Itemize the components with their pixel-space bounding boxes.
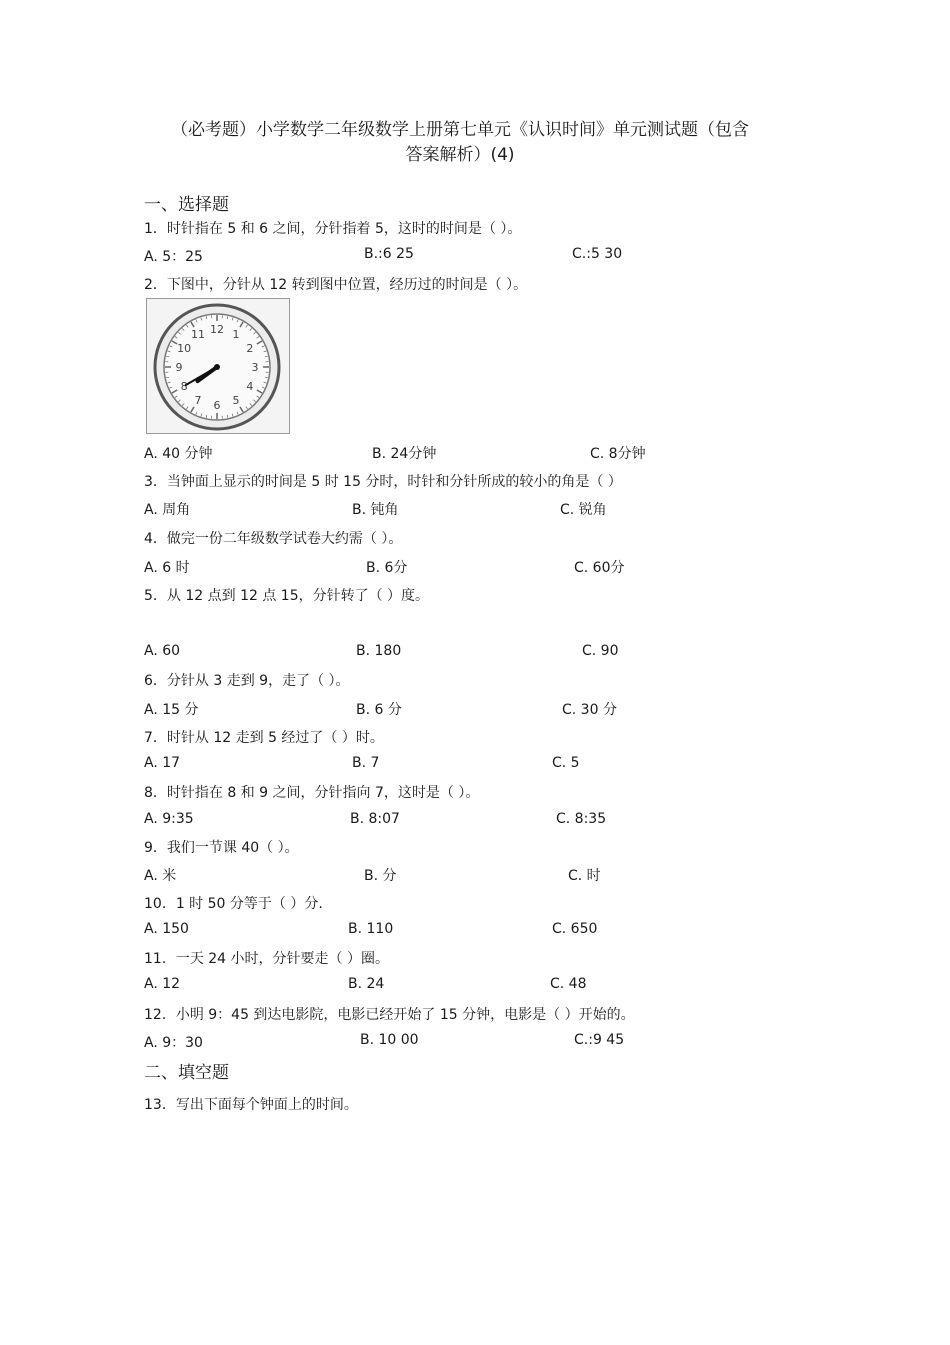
option-6b: B. 6 分 [356,702,402,718]
option-1c: C.:5 30 [572,246,623,262]
question-9: 9．我们一节课 40（ ）。 [144,840,299,856]
clock-number: 9 [175,361,183,374]
question-6: 6．分针从 3 走到 9，走了（ ）。 [144,673,350,689]
option-6a: A. 15 分 [144,702,199,718]
option-11a: A. 12 [144,976,181,992]
option-10c: C. 650 [552,921,598,937]
option-4c: C. 60分 [574,560,625,576]
option-5c: C. 90 [582,643,619,659]
page-title [110,118,810,168]
option-7c: C. 5 [552,755,580,771]
option-1a: A. 5：25 [144,249,203,265]
clock-number: 10 [177,342,192,355]
option-9a: A. 米 [144,868,177,884]
option-10b: B. 110 [348,921,394,937]
option-6c: C. 30 分 [562,702,617,718]
option-1b: B.:6 25 [364,246,414,262]
question-5: 5．从 12 点到 12 点 15，分针转了（ ）度。 [144,588,430,604]
option-2b: B. 24分钟 [372,446,437,462]
question-1: 1．时针指在 5 和 6 之间，分针指着 5，这时的时间是（ ）。 [144,221,522,237]
clock-number: 6 [213,399,221,412]
option-10a: A. 150 [144,921,189,937]
section-heading-fill: 二、填空题 [144,1063,229,1083]
clock-number: 1 [232,328,240,342]
clock-number: 5 [232,393,240,407]
question-3: 3．当钟面上显示的时间是 5 时 15 分时，时针和分针所成的较小的角是（ ） [144,474,622,490]
option-3b: B. 钝角 [352,502,399,518]
clock-face-image [147,299,289,433]
question-12: 12．小明 9：45 到达电影院，电影已经开始了 15 分钟，电影是（ ）开始的。 [144,1007,635,1023]
option-4b: B. 6分 [366,560,408,576]
option-8c: C. 8:35 [556,811,607,827]
clock-number: 11 [191,328,205,342]
option-4a: A. 6 时 [144,560,190,576]
option-8a: A. 9:35 [144,811,194,827]
title-line-1: （必考题）小学数学二年级数学上册第七单元《认识时间》单元测试题（包含 [171,120,749,140]
option-9c: C. 时 [568,868,601,884]
option-11b: B. 24 [348,976,385,992]
section-heading-choice: 一、选择题 [144,195,229,215]
clock-figure [146,298,290,434]
option-2a: A. 40 分钟 [144,446,213,462]
clock-number: 4 [246,380,254,393]
option-5a: A. 60 [144,643,181,659]
clock-number: 8 [180,380,188,393]
clock-number: 7 [194,393,202,407]
option-8b: B. 8:07 [350,811,400,827]
option-12c: C.:9 45 [574,1032,625,1048]
option-2c: C. 8分钟 [590,446,646,462]
option-9b: B. 分 [364,868,397,884]
option-5b: B. 180 [356,643,402,659]
option-12a: A. 9：30 [144,1035,203,1051]
option-3c: C. 锐角 [560,502,607,518]
question-2: 2．下图中，分针从 12 转到图中位置，经历过的时间是（ ）。 [144,277,528,293]
clock-number: 3 [251,361,259,374]
clock-number: 2 [246,342,254,355]
clock-number: 12 [210,323,224,336]
question-13: 13．写出下面每个钟面上的时间。 [144,1097,358,1113]
question-8: 8．时针指在 8 和 9 之间，分针指向 7，这时是（ ）。 [144,785,480,801]
option-12b: B. 10 00 [360,1032,419,1048]
option-3a: A. 周角 [144,502,191,518]
question-11: 11．一天 24 小时，分针要走（ ）圈。 [144,951,389,967]
question-4: 4．做完一份二年级数学试卷大约需（ ）。 [144,531,403,547]
title-line-2: 答案解析）(4) [405,145,515,165]
clock-center [214,364,220,370]
question-10: 10．1 时 50 分等于（ ）分. [144,896,323,912]
option-11c: C. 48 [550,976,587,992]
question-7: 7．时针从 12 走到 5 经过了（ ）时。 [144,730,384,746]
option-7b: B. 7 [352,755,380,771]
option-7a: A. 17 [144,755,181,771]
